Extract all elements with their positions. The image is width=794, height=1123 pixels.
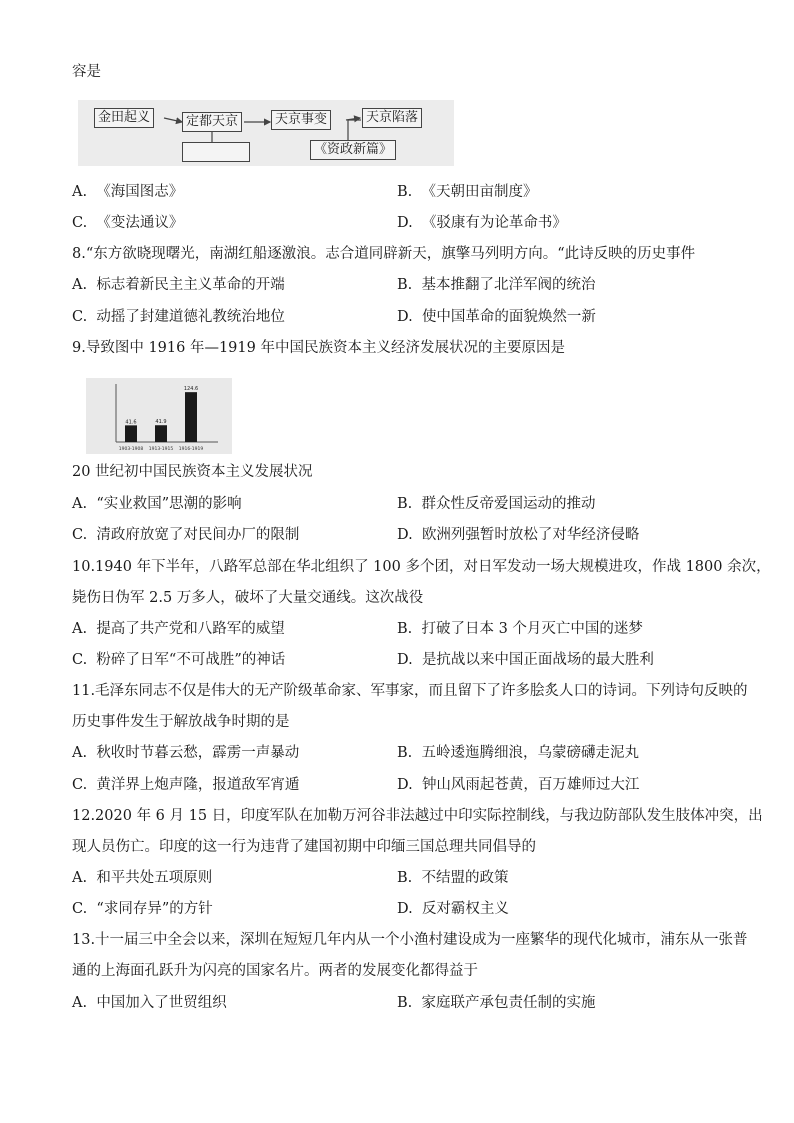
option-label: B.	[397, 496, 413, 512]
q10-option-d[interactable]	[397, 650, 654, 670]
option-text: 提高了共产党和八路军的威望	[96, 621, 285, 637]
q7-stem-tail: 容是	[72, 64, 101, 80]
option-label: A.	[72, 745, 88, 761]
q10-stem-line1: 10.1940 年下半年，八路军总部在华北组织了 100 多个团，对日军发动一场大规模进攻，作战 1800 余次，	[72, 559, 771, 575]
option-text: 黄洋界上炮声隆，报道敌军宵遁	[96, 777, 300, 793]
option-label: B.	[397, 184, 413, 200]
flow-box-xianluo: 天京陷落	[362, 108, 422, 128]
x-tick-label-1: 1913-1915	[148, 447, 174, 452]
q13-stem-line2: 通的上海面孔跃升为闪亮的国家名片。两者的发展变化都得益于	[72, 963, 478, 979]
option-label: C.	[72, 527, 88, 543]
q7-flowchart	[78, 100, 454, 166]
q7-option-d[interactable]	[397, 213, 567, 233]
q9-option-a[interactable]	[72, 494, 242, 514]
option-label: C.	[72, 901, 88, 917]
q9-option-d[interactable]	[397, 525, 639, 545]
option-text: 《天朝田亩制度》	[421, 184, 538, 200]
option-label: B.	[397, 621, 413, 637]
option-text: 动摇了封建道德礼教统治地位	[96, 309, 285, 325]
option-label: B.	[397, 870, 413, 886]
option-label: D.	[397, 901, 413, 917]
flow-box-jintian: 金田起义	[94, 108, 154, 128]
option-text: 和平共处五项原则	[96, 870, 213, 886]
option-text: 反对霸权主义	[421, 901, 509, 917]
option-label: C.	[72, 652, 88, 668]
q8-option-a[interactable]	[72, 275, 285, 295]
q10-option-a[interactable]	[72, 619, 285, 639]
option-text: 家庭联产承包责任制的实施	[421, 995, 596, 1011]
x-tick-label-0: 1903-1908	[118, 447, 144, 452]
option-label: D.	[397, 527, 413, 543]
option-text: 群众性反帝爱国运动的推动	[421, 496, 596, 512]
option-text: “求同存异”的方针	[96, 901, 213, 917]
option-text: 使中国革命的面貌焕然一新	[421, 309, 596, 325]
option-text: 五岭逶迤腾细浪，乌蒙磅礴走泥丸	[421, 745, 639, 761]
option-text: “实业救国”思潮的影响	[96, 496, 242, 512]
option-label: C.	[72, 777, 88, 793]
option-label: B.	[397, 277, 413, 293]
flow-box-shibian: 天京事变	[271, 110, 331, 130]
q12-option-a[interactable]	[72, 868, 212, 888]
bar-value-label-2: 124.6	[183, 386, 199, 393]
flow-box-zizheng: 《资政新篇》	[310, 140, 396, 160]
q9-option-c[interactable]	[72, 525, 299, 545]
q13-stem-line1: 13.十一届三中全会以来，深圳在短短几年内从一个小渔村建设成为一座繁华的现代化城市，浦东从一张普	[72, 932, 748, 948]
q8-option-b[interactable]	[397, 275, 595, 295]
q9-chart-caption: 20 世纪初中国民族资本主义发展状况	[72, 464, 313, 480]
q7-option-b[interactable]	[397, 182, 537, 202]
q13-option-b[interactable]	[397, 993, 595, 1013]
option-label: D.	[397, 309, 413, 325]
option-label: B.	[397, 745, 413, 761]
option-text: 秋收时节暮云愁，霹雳一声暴动	[96, 745, 300, 761]
option-label: D.	[397, 652, 413, 668]
q11-option-c[interactable]	[72, 775, 299, 795]
bar-1	[155, 425, 167, 442]
option-label: A.	[72, 870, 88, 886]
option-text: 《驳康有为论革命书》	[421, 215, 567, 231]
q7-option-a[interactable]	[72, 182, 183, 202]
option-text: 《变法通议》	[96, 215, 184, 231]
option-text: 不结盟的政策	[421, 870, 509, 886]
bar-2	[185, 392, 197, 442]
option-label: D.	[397, 215, 413, 231]
q12-option-c[interactable]	[72, 899, 213, 919]
x-tick-label-2: 1916-1919	[178, 447, 204, 452]
q9-bar-chart	[86, 378, 232, 454]
q7-option-c[interactable]	[72, 213, 183, 233]
option-label: B.	[397, 995, 413, 1011]
option-text: 清政府放宽了对民间办厂的限制	[96, 527, 300, 543]
q10-option-c[interactable]	[72, 650, 285, 670]
q11-option-a[interactable]	[72, 743, 299, 763]
option-label: D.	[397, 777, 413, 793]
flow-box-blank	[182, 142, 250, 162]
q8-stem: 8.“东方欲晓现曙光，南湖红船逐激浪。志合道同辟新天，旗擎马列明方向。“此诗反映的历史事件	[72, 246, 696, 262]
q12-option-d[interactable]	[397, 899, 509, 919]
q12-stem-line2: 现人员伤亡。印度的这一行为违背了建国初期中印缅三国总理共同倡导的	[72, 839, 536, 855]
option-label: C.	[72, 309, 88, 325]
option-text: 中国加入了世贸组织	[96, 995, 227, 1011]
option-text: 是抗战以来中国正面战场的最大胜利	[421, 652, 654, 668]
q10-option-b[interactable]	[397, 619, 643, 639]
option-text: 基本推翻了北洋军阀的统治	[421, 277, 596, 293]
flow-box-dingdu: 定都天京	[182, 112, 242, 132]
q10-stem-line2: 毙伤日伪军 2.5 万多人，破坏了大量交通线。这次战役	[72, 590, 424, 606]
option-label: A.	[72, 995, 88, 1011]
option-label: A.	[72, 496, 88, 512]
q12-option-b[interactable]	[397, 868, 508, 888]
option-text: 欧洲列强暂时放松了对华经济侵略	[421, 527, 640, 543]
option-text: 标志着新民主主义革命的开端	[96, 277, 285, 293]
option-label: A.	[72, 184, 88, 200]
q11-stem-line2: 历史事件发生于解放战争时期的是	[72, 714, 290, 730]
q8-option-d[interactable]	[397, 307, 596, 327]
option-text: 《海国图志》	[96, 184, 184, 200]
bar-value-label-0: 41.6	[125, 419, 137, 426]
option-label: C.	[72, 215, 88, 231]
option-text: 打破了日本 3 个月灭亡中国的迷梦	[421, 621, 643, 637]
option-text: 粉碎了日军“不可战胜”的神话	[96, 652, 286, 668]
option-text: 钟山风雨起苍黄，百万雄师过大江	[421, 777, 640, 793]
q12-stem-line1: 12.2020 年 6 月 15 日，印度军队在加勒万河谷非法越过中印实际控制线，与我边防部队发生肢体冲突，出	[72, 808, 763, 824]
q9-stem: 9.导致图中 1916 年—1919 年中国民族资本主义经济发展状况的主要原因是	[72, 340, 565, 356]
bar-value-label-1: 41.9	[155, 419, 167, 426]
q11-option-b[interactable]	[397, 743, 639, 763]
q11-option-d[interactable]	[397, 775, 639, 795]
option-label: A.	[72, 621, 88, 637]
q9-option-b[interactable]	[397, 494, 595, 514]
q8-option-c[interactable]	[72, 307, 285, 327]
option-label: A.	[72, 277, 88, 293]
q13-option-a[interactable]	[72, 993, 227, 1013]
q11-stem-line1: 11.毛泽东同志不仅是伟大的无产阶级革命家、军事家，而且留下了许多脍炙人口的诗词。下列诗句反映的	[72, 683, 748, 699]
chart-svg	[86, 378, 232, 454]
bar-0	[125, 425, 137, 442]
